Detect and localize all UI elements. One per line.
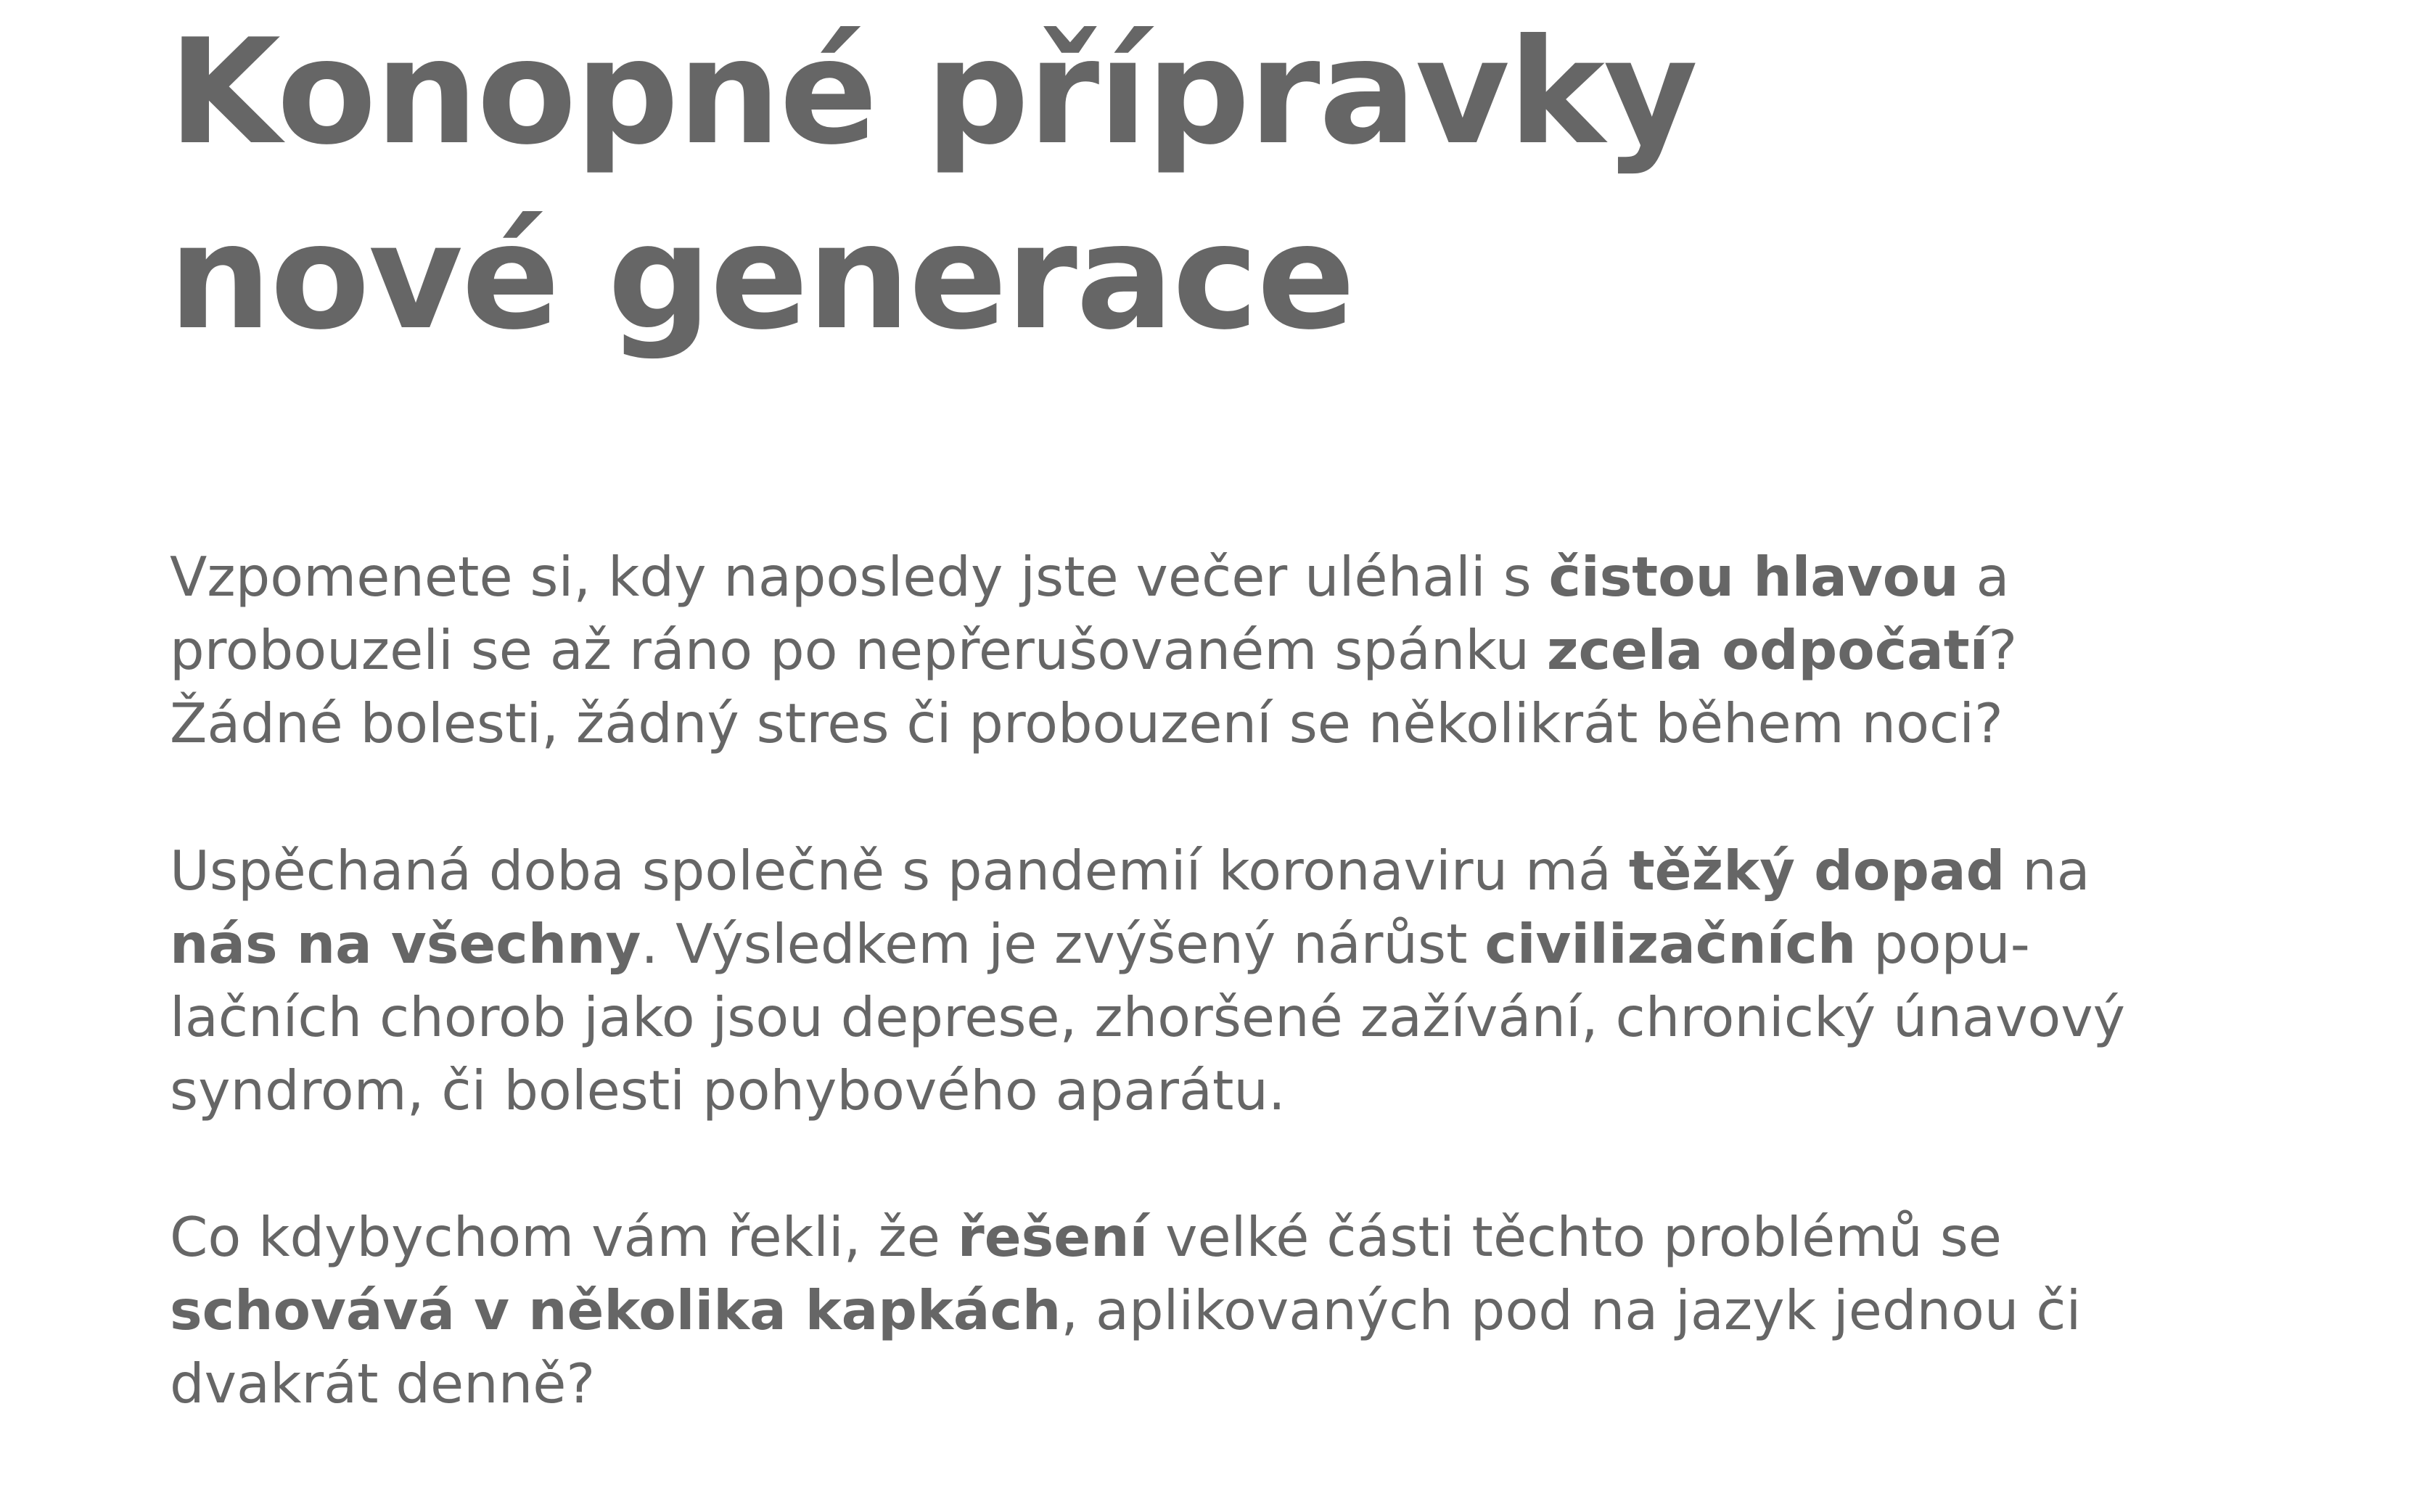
text-run: , aplikovaných pod na jazyk jednou či	[1061, 1278, 2082, 1342]
paragraph-line	[170, 614, 2129, 687]
emphasized-text: nás na všechny	[170, 912, 641, 976]
text-run: ?	[1988, 618, 2018, 682]
emphasized-text: řešení	[957, 1205, 1149, 1269]
text-run: probouzeli se až ráno po nepřerušovaném spánku	[170, 618, 1547, 682]
text-run: Co kdybychom vám řekli, že	[170, 1205, 958, 1269]
paragraph-line	[170, 834, 2129, 908]
text-run: syndrom, či bolesti pohybového aparátu.	[170, 1059, 1286, 1122]
text-run: velké části těchto problémů se	[1148, 1205, 2002, 1269]
paragraph-line	[170, 1201, 2129, 1274]
text-run: Vzpomenete si, kdy naposledy jste večer uléhali s	[170, 545, 1549, 609]
page-title	[168, 0, 1696, 370]
text-run: na	[2005, 839, 2090, 903]
paragraph-line	[170, 1054, 2129, 1127]
title-line-1: Konopné přípravky	[168, 8, 1697, 177]
text-run: lačních chorob jako jsou deprese, zhoršené zažívání, chronický únavový	[170, 985, 2126, 1049]
emphasized-text: zcela odpočatí	[1546, 618, 1989, 682]
title-line-2: nové generace	[168, 193, 1355, 362]
text-run: dvakrát denně?	[170, 1352, 596, 1416]
paragraph-intro	[170, 541, 2129, 760]
paragraph-line	[170, 981, 2129, 1054]
emphasized-text: schovává v několika kapkách	[170, 1278, 1061, 1342]
paragraph-line	[170, 908, 2129, 981]
paragraph-problem	[170, 834, 2129, 1127]
paragraph-line	[170, 687, 2129, 760]
paragraph-solution	[170, 1201, 2129, 1421]
paragraph-line	[170, 541, 2129, 614]
text-run: a	[1958, 545, 2010, 609]
paragraph-line	[170, 1274, 2129, 1347]
text-run: popu-	[1856, 912, 2030, 976]
emphasized-text: čistou hlavou	[1548, 545, 1959, 609]
paragraph-line	[170, 1347, 2129, 1421]
emphasized-text: civilizačních	[1484, 912, 1857, 976]
emphasized-text: těžký dopad	[1628, 839, 2005, 903]
text-run: Uspěchaná doba společně s pandemií koronaviru má	[170, 839, 1629, 903]
text-run: Žádné bolesti, žádný stres či probouzení se několikrát během noci?	[170, 691, 2003, 755]
text-run: . Výsledkem je zvýšený nárůst	[641, 912, 1485, 976]
